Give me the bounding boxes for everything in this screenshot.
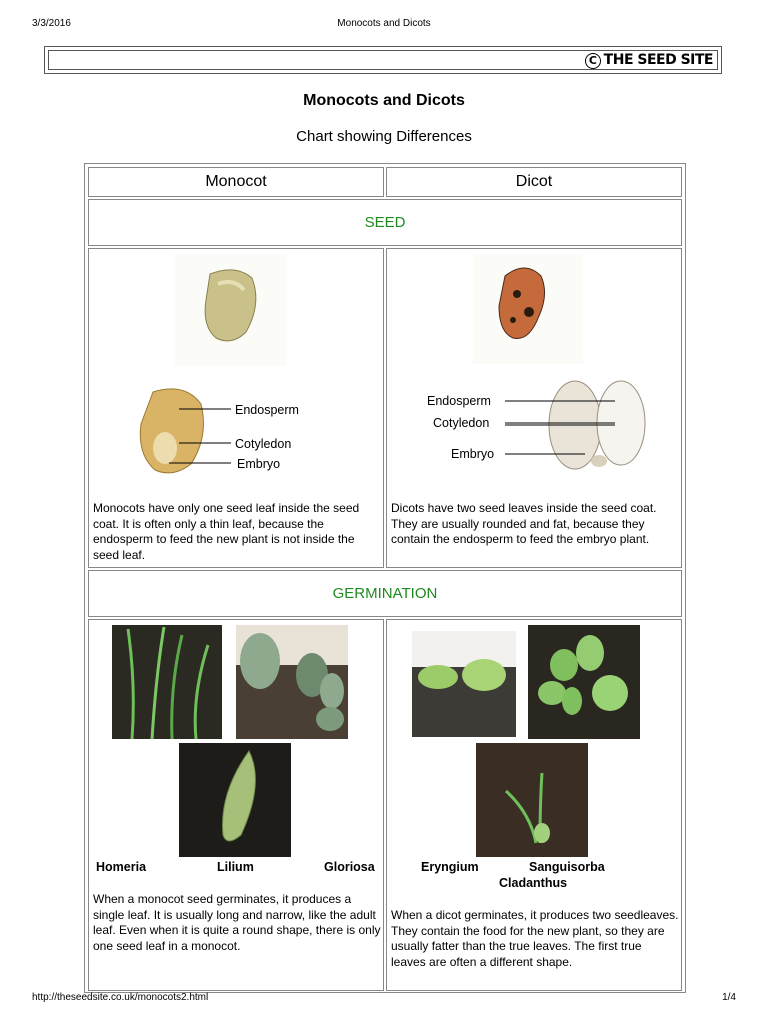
gloriosa-seedling-image	[179, 743, 291, 857]
germination-monocot-text: When a monocot seed germinates, it produces a single leaf. It is usually long and narrow, like the adult leaf. Even when it is quite a round shape, there is only one seed leaf in a monocot.	[93, 892, 381, 953]
caption-lilium: Lilium	[217, 860, 254, 874]
comparison-table	[84, 163, 686, 993]
footer-page-number: 1/4	[722, 992, 736, 1003]
page-title: Monocots and Dicots	[303, 92, 465, 109]
label-embryo-dicot: Embryo	[451, 447, 495, 461]
banner-inner-frame	[48, 50, 718, 70]
logo-text: THE SEED SITE	[603, 52, 713, 68]
eryngium-seedling-image	[412, 631, 516, 737]
caption-homeria: Homeria	[96, 860, 147, 874]
site-banner	[44, 46, 722, 74]
dicot-label-lines	[505, 394, 645, 464]
cladanthus-seedling-image	[476, 743, 588, 857]
monocot-seed-image	[174, 254, 286, 366]
page-subtitle: Chart showing Differences	[296, 128, 472, 145]
homeria-seedling-image	[112, 625, 222, 739]
seed-dicot-text: Dicots have two seed leaves inside the seed coat. They are usually rounded and fat, because they contain the endosperm to feed the embryo plant.	[391, 501, 657, 546]
copyright-icon: C	[585, 53, 601, 69]
sanguisorba-seedling-image	[528, 625, 640, 739]
germination-monocot-cell	[88, 619, 384, 991]
print-title: Monocots and Dicots	[337, 18, 431, 29]
seed-dicot-cell	[386, 248, 682, 568]
caption-eryngium: Eryngium	[421, 860, 479, 874]
germination-dicot-cell	[386, 619, 682, 991]
label-endosperm-mono: Endosperm	[235, 403, 299, 417]
col-header-monocot: Monocot	[88, 167, 384, 197]
label-endosperm-dicot: Endosperm	[427, 394, 491, 408]
col-header-dicot: Dicot	[386, 167, 682, 197]
germination-dicot-text: When a dicot germinates, it produces two seedleaves. They contain the food for the new plant, so they are usually fatter than the true leaves. The first true leaves are often a different shape.	[391, 908, 679, 969]
footer-url[interactable]: http://theseedsite.co.uk/monocots2.html	[32, 992, 209, 1003]
caption-sanguisorba: Sanguisorba	[529, 860, 605, 874]
label-cotyledon-dicot: Cotyledon	[433, 416, 490, 430]
caption-gloriosa: Gloriosa	[324, 860, 375, 874]
dicot-seed-image	[473, 254, 583, 364]
label-embryo-mono: Embryo	[237, 457, 281, 471]
label-cotyledon-mono: Cotyledon	[235, 437, 292, 451]
monocot-label-lines	[169, 399, 239, 469]
seed-site-logo[interactable]	[585, 52, 713, 69]
section-heading-seed: SEED	[88, 199, 682, 246]
seed-monocot-cell	[88, 248, 384, 568]
caption-cladanthus: Cladanthus	[499, 876, 568, 890]
seed-monocot-text: Monocots have only one seed leaf inside the seed coat. It is often only a thin leaf, because the endosperm to feed the new plant is not inside the seed leaf.	[93, 501, 360, 562]
print-date: 3/3/2016	[32, 18, 71, 29]
section-heading-germination: GERMINATION	[88, 570, 682, 617]
lilium-seedling-image	[236, 625, 348, 739]
